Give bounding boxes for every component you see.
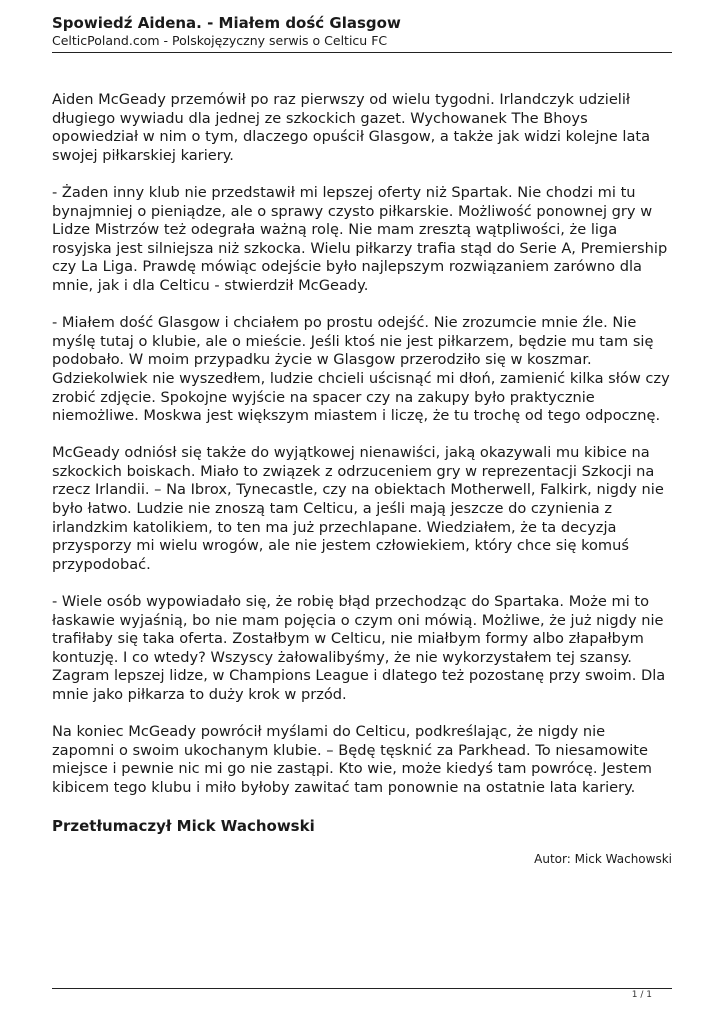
article-paragraph: - Wiele osób wypowiadało się, że robię błąd przechodząc do Spartaka. Może mi to łaskawie wyjaśnią, bo nie mam pojęcia o czym oni mówią. Możliwe, że już nigdy nie trafiłaby się taka oferta. Zostałbym w Celticu, nie miałbym formy albo złapałbym kontuzję. I co wtedy? Wszyscy żałowalibyśmy, że nie wykorzystałem tej szansy. Zagram lepszej lidze, w Champions League i dlatego też pozostanę przy swoim. Dla mnie jako piłkarza to duży krok w przód. xyxy=(52,593,666,703)
article-body xyxy=(52,91,672,855)
footer-divider xyxy=(52,988,672,989)
article-paragraph: Aiden McGeady przemówił po raz pierwszy od wielu tygodni. Irlandczyk udzielił długiego wywiadu dla jednej ze szkockich gazet. Wychowanek The Bhoys opowiedział w nim o tym, dlaczego opuścił Glasgow, a także jak widzi kolejne lata swojej piłkarskiej kariery. xyxy=(52,91,651,164)
document-header xyxy=(52,14,672,49)
document-subtitle: CelticPoland.com - Polskojęzyczny serwis o Celticu FC xyxy=(52,33,388,48)
page-number: 1 / 1 xyxy=(631,990,652,1000)
author-credit: Autor: Mick Wachowski xyxy=(534,852,672,866)
article-paragraph: - Żaden inny klub nie przedstawił mi lepszej oferty niż Spartak. Nie chodzi mi tu bynajmniej o pieniądze, ale o sprawy czysto piłkarskie. Możliwość ponownej gry w Lidze Mistrzów też odegrała ważną rolę. Nie mam zresztą wątpliwości, że liga rosyjska jest silniejsza niż szkocka. Wielu piłkarzy trafia stąd do Serie A, Premiership czy La Liga. Prawdę mówiąc odejście było najlepszym rozwiązaniem zarówno dla mnie, jak i dla Celticu - stwierdził McGeady. xyxy=(52,183,668,294)
article-paragraph: - Miałem dość Glasgow i chciałem po prostu odejść. Nie zrozumcie mnie źle. Nie myślę tutaj o klubie, ale o mieście. Jeśli ktoś nie jest piłkarzem, będzie mu tam się podobało. W moim przypadku życie w Glasgow przerodziło się w koszmar. Gdziekolwiek nie wyszedłem, ludzie chcieli uścisnąć mi dłoń, zamienić kilka słów czy zrobić zdjęcie. Spokojne wyjście na spacer czy na zakupy było praktycznie niemożliwe. Moskwa jest większym miastem i liczę, że tu trochę od tego odpocznę. xyxy=(52,314,670,425)
article-paragraph: McGeady odniósł się także do wyjątkowej nienawiści, jaką okazywali mu kibice na szkockich boiskach. Miało to związek z odrzuceniem gry w reprezentacji Szkocji na rzecz Irlandii. – Na Ibrox, Tynecastle, czy na obiektach Motherwell, Falkirk, nigdy nie było łatwo. Ludzie nie znoszą tam Celticu, a jeśli mają jeszcze do czynienia z irlandzkim katolikiem, to ten ma już przechlapane. Wiedziałem, że ta decyzja przysporzy mi wielu wrogów, ale nie jestem człowiekiem, który chce się komuś przypodobać. xyxy=(52,444,664,573)
translator-credit: Przetłumaczył Mick Wachowski xyxy=(52,817,315,836)
article-paragraph: Na koniec McGeady powrócił myślami do Celticu, podkreślając, że nigdy nie zapomni o swoim ukochanym klubie. – Będę tęsknić za Parkhead. To niesamowite miejsce i pewnie nic mi go nie zastąpi. Kto wie, może kiedyś tam powrócę. Jestem kibicem tego klubu i miło byłoby zawitać tam ponownie na ostatnie lata kariery. xyxy=(52,723,652,796)
header-divider xyxy=(52,52,672,53)
document-title: Spowiedź Aidena. - Miałem dość Glasgow xyxy=(52,14,401,32)
